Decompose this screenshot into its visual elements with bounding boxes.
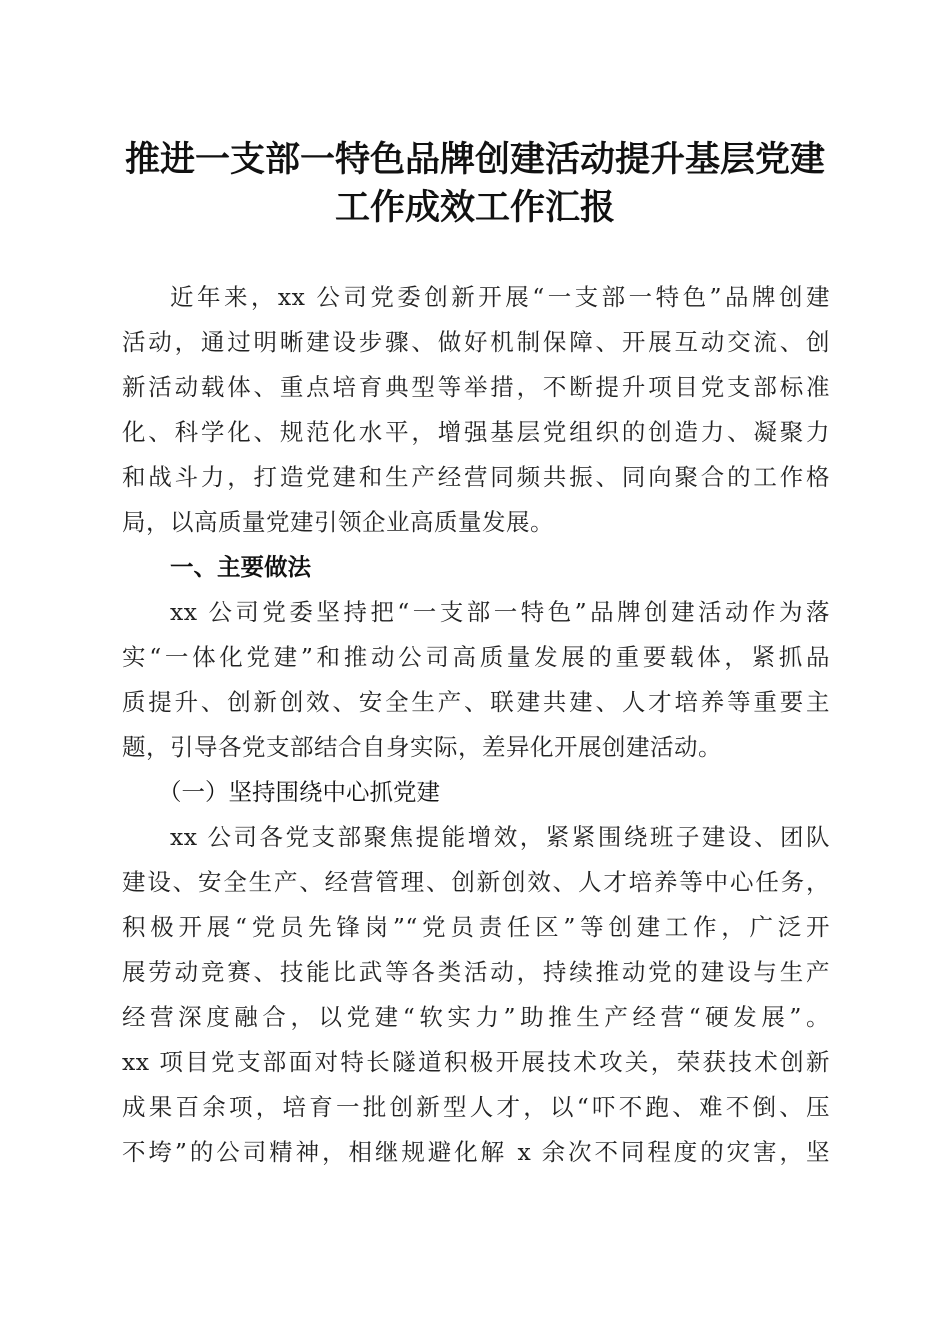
text-line: 和战斗力，打造党建和生产经营同频共振、同向聚合的工作格 [122, 463, 830, 491]
text-line: xx 项目党支部面对特长隧道积极开展技术攻关，荣获技术创新 [122, 1048, 830, 1076]
text-line: xx 公司党委坚持把“一支部一特色”品牌创建活动作为落 [170, 598, 830, 626]
text-line: 近年来，xx 公司党委创新开展“一支部一特色”品牌创建 [170, 283, 830, 311]
text-line: xx 公司各党支部聚焦提能增效，紧紧围绕班子建设、团队 [170, 823, 830, 851]
text-line: 积极开展“党员先锋岗”“党员责任区”等创建工作，广泛开 [122, 913, 830, 941]
section-1-paragraph [122, 590, 830, 770]
text-line: 新活动载体、重点培育典型等举措，不断提升项目党支部标准 [122, 373, 830, 401]
subsection-heading: （一）坚持围绕中心抓党建 [158, 778, 440, 806]
text-line: 局，以高质量党建引领企业高质量发展。 [122, 508, 554, 536]
text-line: 不垮”的公司精神，相继规避化解 x 余次不同程度的灾害，坚 [122, 1138, 830, 1166]
text-line: 质提升、创新创效、安全生产、联建共建、人才培养等重要主 [122, 688, 830, 716]
text-line: 化、科学化、规范化水平，增强基层党组织的创造力、凝聚力 [122, 418, 830, 446]
document-title-line-1: 推进一支部一特色品牌创建活动提升基层党建 [124, 139, 825, 180]
intro-paragraph [122, 275, 830, 545]
section-heading: 一、主要做法 [170, 553, 311, 581]
text-line: 建设、安全生产、经营管理、创新创效、人才培养等中心任务， [122, 868, 830, 896]
text-line: 成果百余项，培育一批创新型人才，以“吓不跑、难不倒、压 [122, 1093, 830, 1121]
text-line: 活动，通过明晰建设步骤、做好机制保障、开展互动交流、创 [122, 328, 830, 356]
text-line: 经营深度融合，以党建“软实力”助推生产经营“硬发展”。 [122, 1003, 830, 1031]
subsection-1-paragraph [122, 815, 830, 1175]
text-line: 展劳动竞赛、技能比武等各类活动，持续推动党的建设与生产 [122, 958, 830, 986]
text-line: 实“一体化党建”和推动公司高质量发展的重要载体，紧抓品 [122, 643, 830, 671]
document-title-line-2: 工作成效工作汇报 [334, 187, 615, 228]
text-line: 题，引导各党支部结合自身实际，差异化开展创建活动。 [122, 733, 722, 761]
